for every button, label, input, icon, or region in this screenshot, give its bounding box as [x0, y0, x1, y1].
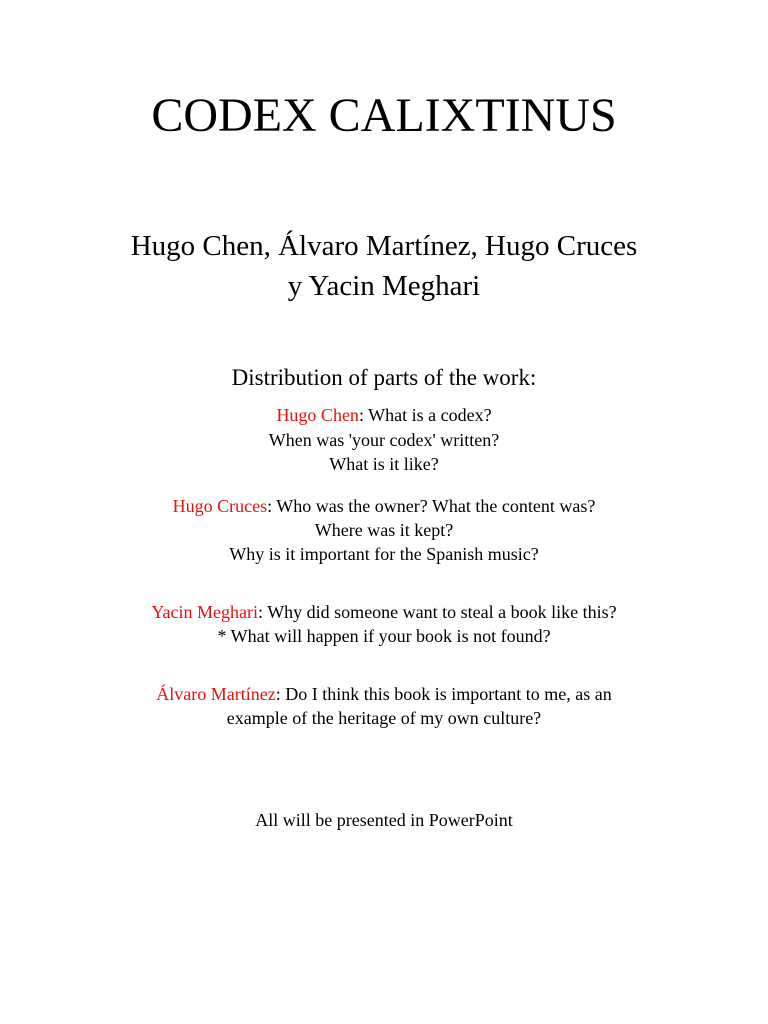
presentation-note: All will be presented in PowerPoint	[255, 810, 513, 830]
entry-hugo-cruces-line-2: Where was it kept?	[314, 520, 454, 540]
document-title: CODEX CALIXTINUS	[151, 89, 617, 142]
entry-alvaro-martinez-line-1	[0, 682, 768, 706]
assignee-name: Hugo Cruces	[172, 496, 268, 516]
distribution-heading: Distribution of parts of the work:	[231, 365, 537, 390]
entry-text: : Who was the owner? What the content was?	[267, 496, 596, 516]
entry-alvaro-martinez-line-2: example of the heritage of my own culture?	[226, 708, 542, 728]
entry-yacin-meghari-line-1	[0, 600, 768, 624]
entry-yacin-meghari-line-2: * What will happen if your book is not found?	[217, 626, 551, 646]
assignee-name: Álvaro Martínez	[156, 684, 276, 704]
entry-hugo-chen-line-1	[0, 403, 768, 427]
authors-line-1: Hugo Chen, Álvaro Martínez, Hugo Cruces	[130, 230, 638, 262]
entry-text: : Do I think this book is important to me, as an	[275, 684, 612, 704]
entry-text: : What is a codex?	[358, 405, 492, 425]
entry-text: : Why did someone want to steal a book like this?	[258, 602, 617, 622]
authors-line-2: y Yacin Meghari	[287, 270, 481, 302]
entry-hugo-chen-line-3: What is it like?	[329, 454, 439, 474]
entry-hugo-cruces-line-1	[0, 494, 768, 518]
entry-hugo-chen-line-2: When was 'your codex' written?	[268, 430, 500, 450]
assignee-name: Hugo Chen	[276, 405, 359, 425]
assignee-name: Yacin Meghari	[151, 602, 259, 622]
entry-hugo-cruces-line-3: Why is it important for the Spanish music?	[229, 544, 539, 564]
